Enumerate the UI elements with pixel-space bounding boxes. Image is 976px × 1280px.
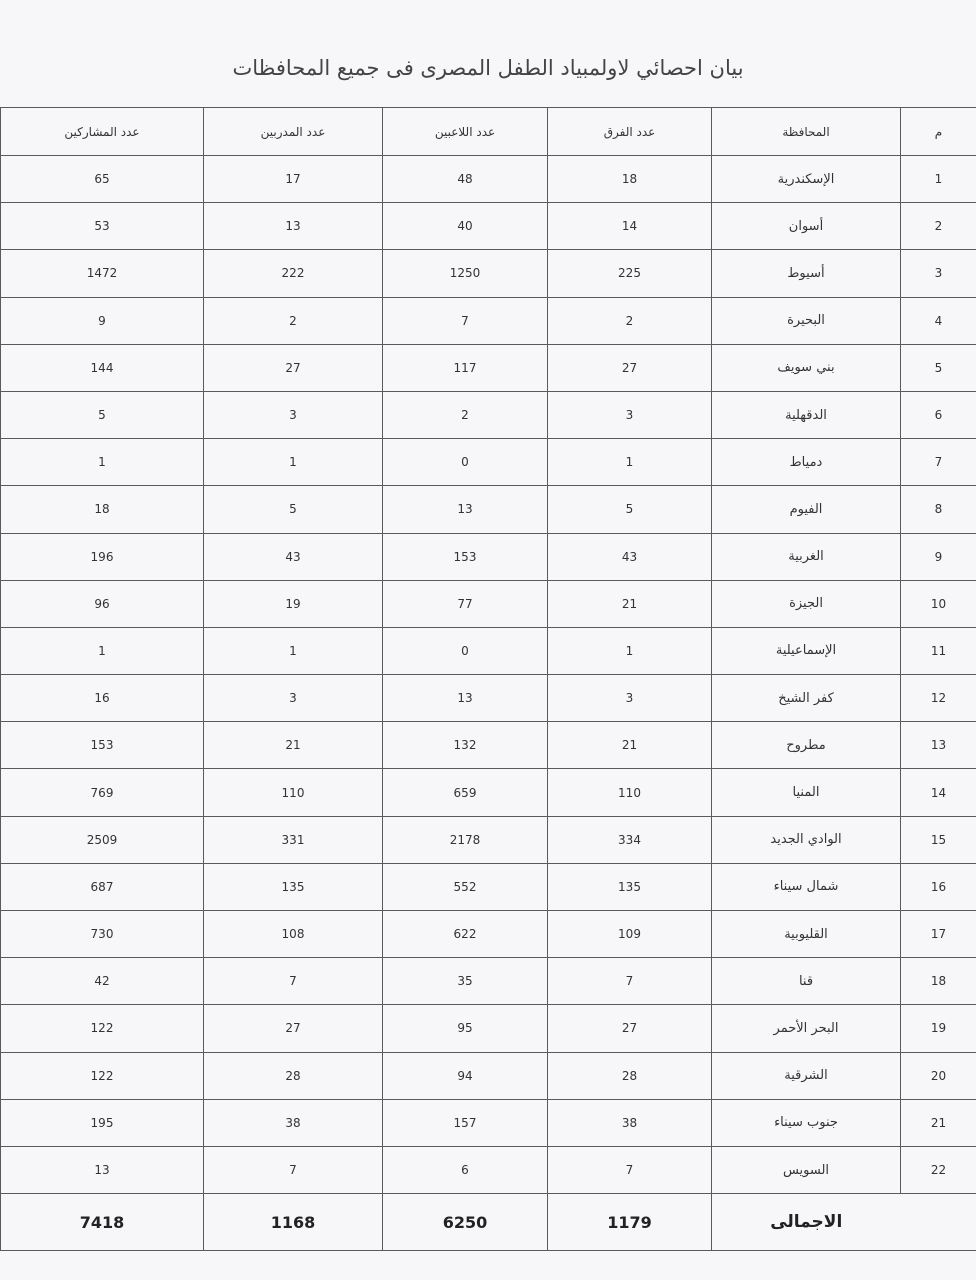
cell-participants: 687 — [1, 863, 204, 910]
total-players: 6250 — [383, 1194, 548, 1251]
cell-coaches: 7 — [204, 1146, 383, 1193]
cell-teams: 110 — [548, 769, 712, 816]
cell-players: 552 — [383, 863, 548, 910]
cell-teams: 21 — [548, 722, 712, 769]
cell-teams: 1 — [548, 627, 712, 674]
column-header-participants: عدد المشاركين — [1, 108, 204, 156]
cell-index: 17 — [901, 911, 976, 958]
table-row — [1, 863, 976, 910]
totals-row — [1, 1194, 976, 1251]
cell-participants: 53 — [1, 203, 204, 250]
cell-governorate: السويس — [712, 1146, 901, 1193]
cell-teams: 3 — [548, 675, 712, 722]
table-header-row — [1, 108, 976, 156]
column-header-governorate: المحافظة — [712, 108, 901, 156]
table-row — [1, 816, 976, 863]
cell-teams: 3 — [548, 391, 712, 438]
cell-participants: 96 — [1, 580, 204, 627]
cell-coaches: 7 — [204, 958, 383, 1005]
cell-teams: 109 — [548, 911, 712, 958]
cell-participants: 196 — [1, 533, 204, 580]
cell-index: 10 — [901, 580, 976, 627]
cell-participants: 16 — [1, 675, 204, 722]
cell-coaches: 43 — [204, 533, 383, 580]
page-title: بيان احصائي لاولمبياد الطفل المصرى فى جميع المحافظات — [232, 56, 744, 80]
table-row — [1, 911, 976, 958]
cell-teams: 27 — [548, 344, 712, 391]
cell-coaches: 2 — [204, 297, 383, 344]
cell-coaches: 110 — [204, 769, 383, 816]
cell-teams: 1 — [548, 439, 712, 486]
cell-coaches: 135 — [204, 863, 383, 910]
cell-index: 12 — [901, 675, 976, 722]
table-row — [1, 722, 976, 769]
table-row — [1, 250, 976, 297]
cell-index: 20 — [901, 1052, 976, 1099]
column-header-players: عدد اللاعبين — [383, 108, 548, 156]
table-row — [1, 439, 976, 486]
table-body — [1, 156, 976, 1194]
table-row — [1, 958, 976, 1005]
table-row — [1, 627, 976, 674]
column-header-index: م — [901, 108, 976, 156]
cell-participants: 144 — [1, 344, 204, 391]
total-participants: 7418 — [1, 1194, 204, 1251]
table-row — [1, 297, 976, 344]
column-header-coaches: عدد المدربين — [204, 108, 383, 156]
cell-players: 2 — [383, 391, 548, 438]
cell-coaches: 17 — [204, 156, 383, 203]
cell-coaches: 3 — [204, 391, 383, 438]
cell-index: 18 — [901, 958, 976, 1005]
cell-governorate: البحيرة — [712, 297, 901, 344]
cell-players: 77 — [383, 580, 548, 627]
cell-governorate: الدقهلية — [712, 391, 901, 438]
cell-governorate: الجيزة — [712, 580, 901, 627]
cell-participants: 730 — [1, 911, 204, 958]
cell-governorate: الفيوم — [712, 486, 901, 533]
cell-index: 8 — [901, 486, 976, 533]
cell-index: 9 — [901, 533, 976, 580]
table-row — [1, 580, 976, 627]
cell-coaches: 331 — [204, 816, 383, 863]
cell-coaches: 1 — [204, 439, 383, 486]
cell-teams: 28 — [548, 1052, 712, 1099]
cell-players: 94 — [383, 1052, 548, 1099]
cell-index: 6 — [901, 391, 976, 438]
cell-governorate: الغربية — [712, 533, 901, 580]
cell-index: 1 — [901, 156, 976, 203]
cell-players: 1250 — [383, 250, 548, 297]
cell-coaches: 222 — [204, 250, 383, 297]
cell-teams: 43 — [548, 533, 712, 580]
totals-blank-cell — [901, 1194, 976, 1251]
cell-teams: 21 — [548, 580, 712, 627]
cell-participants: 9 — [1, 297, 204, 344]
cell-index: 13 — [901, 722, 976, 769]
cell-index: 2 — [901, 203, 976, 250]
cell-coaches: 13 — [204, 203, 383, 250]
cell-governorate: القليوبية — [712, 911, 901, 958]
cell-coaches: 27 — [204, 1005, 383, 1052]
cell-players: 95 — [383, 1005, 548, 1052]
cell-coaches: 108 — [204, 911, 383, 958]
cell-players: 13 — [383, 675, 548, 722]
cell-players: 35 — [383, 958, 548, 1005]
cell-index: 22 — [901, 1146, 976, 1193]
cell-governorate: جنوب سيناء — [712, 1099, 901, 1146]
cell-participants: 122 — [1, 1052, 204, 1099]
cell-players: 7 — [383, 297, 548, 344]
cell-index: 15 — [901, 816, 976, 863]
cell-coaches: 19 — [204, 580, 383, 627]
cell-teams: 334 — [548, 816, 712, 863]
cell-participants: 42 — [1, 958, 204, 1005]
cell-governorate: المنيا — [712, 769, 901, 816]
cell-participants: 1 — [1, 439, 204, 486]
cell-teams: 18 — [548, 156, 712, 203]
cell-teams: 14 — [548, 203, 712, 250]
cell-governorate: الإسماعيلية — [712, 627, 901, 674]
cell-governorate: شمال سيناء — [712, 863, 901, 910]
cell-participants: 65 — [1, 156, 204, 203]
cell-players: 153 — [383, 533, 548, 580]
cell-players: 132 — [383, 722, 548, 769]
cell-teams: 225 — [548, 250, 712, 297]
cell-teams: 7 — [548, 1146, 712, 1193]
cell-governorate: دمياط — [712, 439, 901, 486]
cell-teams: 7 — [548, 958, 712, 1005]
cell-index: 3 — [901, 250, 976, 297]
cell-coaches: 1 — [204, 627, 383, 674]
cell-players: 2178 — [383, 816, 548, 863]
cell-players: 0 — [383, 439, 548, 486]
cell-participants: 153 — [1, 722, 204, 769]
cell-teams: 2 — [548, 297, 712, 344]
cell-coaches: 28 — [204, 1052, 383, 1099]
statistics-table — [0, 107, 976, 1251]
table-row — [1, 1146, 976, 1193]
cell-coaches: 38 — [204, 1099, 383, 1146]
cell-coaches: 5 — [204, 486, 383, 533]
cell-teams: 5 — [548, 486, 712, 533]
total-teams: 1179 — [548, 1194, 712, 1251]
cell-coaches: 3 — [204, 675, 383, 722]
cell-governorate: الشرقية — [712, 1052, 901, 1099]
table-row — [1, 156, 976, 203]
table-row — [1, 769, 976, 816]
table-row — [1, 533, 976, 580]
cell-participants: 13 — [1, 1146, 204, 1193]
cell-governorate: قنا — [712, 958, 901, 1005]
cell-governorate: مطروح — [712, 722, 901, 769]
cell-participants: 769 — [1, 769, 204, 816]
cell-index: 5 — [901, 344, 976, 391]
cell-governorate: أسوان — [712, 203, 901, 250]
cell-players: 6 — [383, 1146, 548, 1193]
table-row — [1, 391, 976, 438]
cell-governorate: الإسكندرية — [712, 156, 901, 203]
table-row — [1, 675, 976, 722]
cell-governorate: أسيوط — [712, 250, 901, 297]
cell-governorate: كفر الشيخ — [712, 675, 901, 722]
cell-participants: 1472 — [1, 250, 204, 297]
cell-teams: 135 — [548, 863, 712, 910]
cell-coaches: 27 — [204, 344, 383, 391]
totals-label: الاجمالى — [712, 1194, 901, 1251]
cell-governorate: بني سويف — [712, 344, 901, 391]
cell-players: 13 — [383, 486, 548, 533]
table-row — [1, 1052, 976, 1099]
cell-players: 157 — [383, 1099, 548, 1146]
cell-players: 622 — [383, 911, 548, 958]
cell-players: 0 — [383, 627, 548, 674]
cell-participants: 2509 — [1, 816, 204, 863]
cell-players: 659 — [383, 769, 548, 816]
cell-participants: 1 — [1, 627, 204, 674]
cell-teams: 27 — [548, 1005, 712, 1052]
cell-participants: 195 — [1, 1099, 204, 1146]
cell-players: 117 — [383, 344, 548, 391]
total-coaches: 1168 — [204, 1194, 383, 1251]
table-row — [1, 1099, 976, 1146]
column-header-teams: عدد الفرق — [548, 108, 712, 156]
table-row — [1, 1005, 976, 1052]
cell-index: 16 — [901, 863, 976, 910]
cell-players: 40 — [383, 203, 548, 250]
cell-index: 11 — [901, 627, 976, 674]
cell-index: 7 — [901, 439, 976, 486]
table-row — [1, 486, 976, 533]
table-row — [1, 203, 976, 250]
cell-players: 48 — [383, 156, 548, 203]
cell-participants: 18 — [1, 486, 204, 533]
cell-coaches: 21 — [204, 722, 383, 769]
cell-governorate: الوادي الجديد — [712, 816, 901, 863]
table-row — [1, 344, 976, 391]
cell-index: 19 — [901, 1005, 976, 1052]
cell-teams: 38 — [548, 1099, 712, 1146]
cell-index: 4 — [901, 297, 976, 344]
cell-index: 14 — [901, 769, 976, 816]
cell-participants: 5 — [1, 391, 204, 438]
cell-index: 21 — [901, 1099, 976, 1146]
cell-governorate: البحر الأحمر — [712, 1005, 901, 1052]
cell-participants: 122 — [1, 1005, 204, 1052]
